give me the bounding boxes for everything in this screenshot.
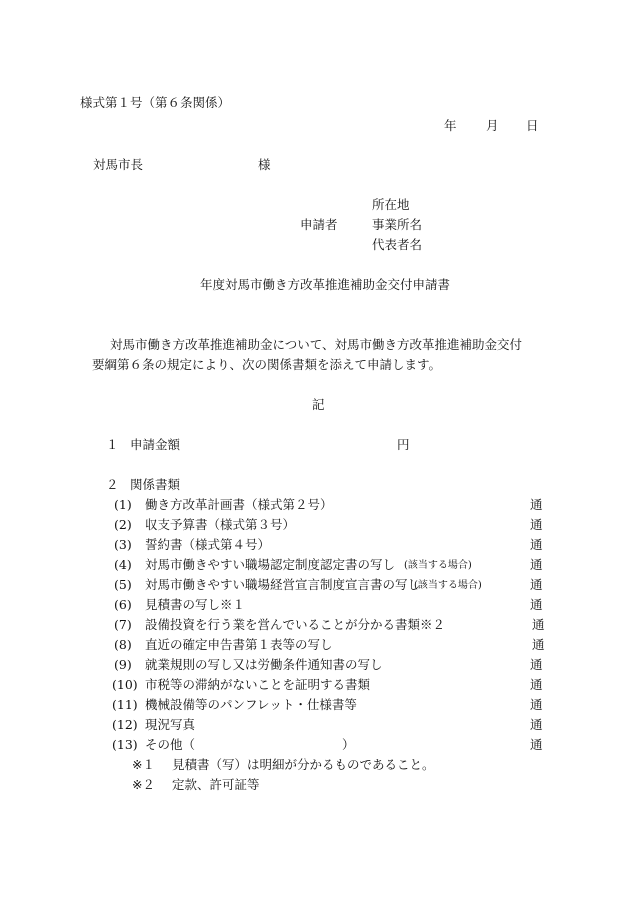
document-item-number: (10) [112,677,138,692]
date-month: 月 [486,118,499,133]
document-item-unit: 通 [530,577,543,592]
document-title: 年度対馬市働き方改革推進補助金交付申請書 [200,277,451,292]
document-item-number: (13) [112,737,138,752]
document-item-number: (9) [114,657,132,672]
addressee-honorific: 様 [258,157,271,172]
document-item-number: (12) [112,717,138,732]
ki-heading: 記 [312,397,325,412]
document-item-text: 見積書の写し※１ [145,597,246,612]
document-item-text: 対馬市働きやすい職場経営宣言制度宣言書の写し [145,577,421,592]
document-item-unit: 通 [530,517,543,532]
applicant-address-label: 所在地 [372,197,410,212]
applicant-label: 申請者 [300,217,338,232]
document-item-unit: 通 [530,497,543,512]
document-item-text: 対馬市働きやすい職場認定制度認定書の写し [145,557,396,572]
document-item-number: (6) [114,597,132,612]
document-item-note: ） [342,737,355,752]
document-item-number: (7) [114,617,132,632]
document-item-unit: 通 [530,737,543,752]
document-item-unit: 通 [530,697,543,712]
document-item-unit: 通 [530,557,543,572]
document-item-number: (8) [114,637,132,652]
form-number: 様式第１号（第６条関係） [80,95,231,110]
document-item-unit: 通 [530,537,543,552]
document-item-unit: 通 [530,677,543,692]
body-line-1: 対馬市働き方改革推進補助金について、対馬市働き方改革推進補助金交付 [110,337,523,352]
addressee-name: 対馬市長 [93,157,144,172]
document-item-unit: 通 [532,617,545,632]
note-1-text: 見積書（写）は明細が分かるものであること。 [172,757,435,772]
section1-label: 申請金額 [130,437,181,452]
document-item-text: 機械設備等のパンフレット・仕様書等 [145,697,357,712]
document-item-text: 働き方改革計画書（様式第２号） [145,497,333,512]
document-item-text: 直近の確定申告書第１表等の写し [145,637,333,652]
note-2-mark: ※２ [132,777,155,792]
document-item-number: (3) [114,537,132,552]
document-item-text: 誓約書（様式第４号） [145,537,271,552]
document-item-number: (1) [114,497,132,512]
applicant-business-label: 事業所名 [372,217,423,232]
note-2-text: 定款、許可証等 [172,777,260,792]
document-item-text: 現況写真 [145,717,196,732]
document-item-unit: 通 [530,597,543,612]
applicant-representative-label: 代表者名 [372,237,423,252]
section1-number: １ [106,437,119,452]
document-item-number: (2) [114,517,132,532]
document-item-text: 設備投資を行う業を営んでいることが分かる書類※２ [145,617,446,632]
document-item-text: 収支予算書（様式第３号） [145,517,296,532]
document-item-number: (11) [112,697,138,712]
section2-number: ２ [106,477,119,492]
date-year: 年 [444,118,457,133]
section2-label: 関係書類 [130,477,181,492]
document-item-note: (該当する場合) [404,560,472,571]
document-item-number: (4) [114,557,132,572]
document-item-note: (該当する場合) [414,580,482,591]
section1-unit: 円 [397,437,410,452]
document-item-number: (5) [114,577,132,592]
note-1-mark: ※１ [132,757,155,772]
document-item-text: 就業規則の写し又は労働条件通知書の写し [145,657,383,672]
document-item-text: その他（ [145,737,196,752]
date-day: 日 [526,118,539,133]
document-item-unit: 通 [530,657,543,672]
document-item-unit: 通 [530,717,543,732]
body-line-2: 要綱第６条の規定により、次の関係書類を添えて申請します。 [92,357,442,372]
document-item-unit: 通 [532,637,545,652]
document-item-text: 市税等の滞納がないことを証明する書類 [145,677,371,692]
